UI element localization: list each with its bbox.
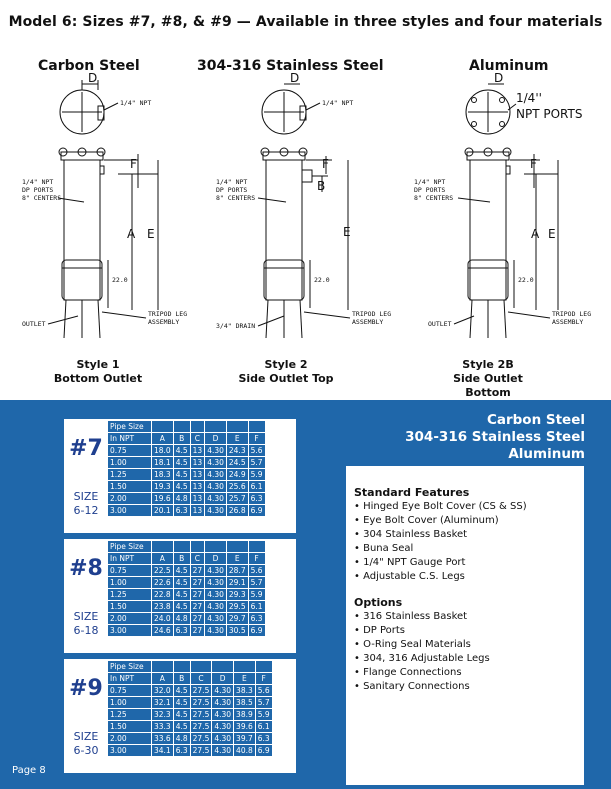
- table-row: [108, 457, 266, 469]
- pipe-size-cell: 1.25: [108, 589, 152, 601]
- dim-cell: 4.5: [173, 577, 190, 589]
- dim-cell: 29.1: [226, 577, 248, 589]
- dim-cell: 38.3: [234, 685, 256, 697]
- drain-label: 3/4" DRAIN: [216, 322, 256, 330]
- dim-cell: 6.1: [255, 721, 272, 733]
- style-1-line2: Bottom Outlet: [53, 372, 143, 385]
- table-row: [108, 721, 273, 733]
- dim-cell: 4.5: [173, 685, 190, 697]
- dim-cell: 34.1: [152, 745, 174, 757]
- header-blank: [190, 541, 205, 553]
- header-row: [108, 421, 266, 433]
- dim-cell: 5.6: [255, 685, 272, 697]
- header-col-c: C: [190, 673, 212, 685]
- header-col-c: C: [190, 433, 205, 445]
- dim-cell: 24.0: [152, 613, 174, 625]
- dim-cell: 4.8: [173, 493, 190, 505]
- header-col-f: F: [255, 673, 272, 685]
- dim-cell: 18.1: [152, 457, 174, 469]
- dim-cell: 4.5: [173, 481, 190, 493]
- material-right-stainless: 304-316 Stainless Steel: [405, 429, 585, 445]
- pipe-size-cell: 3.00: [108, 625, 152, 637]
- dim-cell: 5.7: [248, 577, 265, 589]
- header-blank: [255, 661, 272, 673]
- pipe-size-cell: 1.50: [108, 721, 152, 733]
- dim-d: D: [88, 71, 98, 85]
- material-aluminum: Aluminum: [469, 58, 549, 74]
- options-heading: Options: [354, 596, 403, 609]
- table-row: [108, 577, 266, 589]
- style-2b-caption: [428, 358, 548, 400]
- dimension-table: [107, 420, 266, 517]
- header-blank: [190, 421, 205, 433]
- dim-cell: 4.8: [173, 733, 190, 745]
- dim-cell: 26.8: [226, 505, 248, 517]
- page-number: Page 8: [12, 765, 46, 776]
- table-row: [108, 697, 273, 709]
- features-box: [346, 466, 584, 785]
- dim-cell: 30.5: [226, 625, 248, 637]
- style-2-line2: Side Outlet Top: [238, 372, 334, 385]
- dim-cell: 4.30: [205, 505, 227, 517]
- pipe-size-cell: 2.00: [108, 493, 152, 505]
- dim-cell: 4.5: [173, 457, 190, 469]
- dp-label-3-3: 8" CENTERS: [414, 194, 454, 202]
- standard-features-heading: Standard Features: [354, 486, 470, 499]
- dim-cell: 4.30: [205, 613, 227, 625]
- dim-cell: 4.30: [205, 625, 227, 637]
- dim-cell: 27: [190, 565, 205, 577]
- header-col-e: E: [226, 553, 248, 565]
- size-range: [65, 490, 107, 518]
- npt-ports-a: 1/4'': [516, 91, 542, 105]
- header-row: [108, 433, 266, 445]
- standard-feature: • 304 Stainless Basket: [354, 529, 468, 540]
- style-2b-line1: Style 2B: [462, 358, 514, 371]
- dim-cell: 19.3: [152, 481, 174, 493]
- material-right-carbon: Carbon Steel: [486, 412, 585, 428]
- outlet-label-3: OUTLET: [428, 320, 452, 328]
- dp-label-2: DP PORTS: [22, 186, 54, 194]
- dim-cell: 39.6: [234, 721, 256, 733]
- dim-cell: 6.3: [173, 625, 190, 637]
- dim-cell: 6.3: [255, 733, 272, 745]
- dim-cell: 5.9: [255, 709, 272, 721]
- npt-label-2: 1/4" NPT: [322, 99, 354, 107]
- option-item: • 316 Stainless Basket: [354, 611, 468, 622]
- dim-cell: 4.30: [205, 601, 227, 613]
- dim-cell: 33.6: [152, 733, 174, 745]
- size-label: SIZE: [73, 730, 99, 743]
- dim-cell: 13: [190, 505, 205, 517]
- header-in-npt: In NPT: [108, 553, 152, 565]
- materials-right: [405, 412, 585, 463]
- header-blank: [248, 541, 265, 553]
- dim-cell: 24.3: [226, 445, 248, 457]
- dim-cell: 27: [190, 601, 205, 613]
- table-row: [108, 685, 273, 697]
- outlet-label: OUTLET: [22, 320, 46, 328]
- dim-cell: 4.5: [173, 589, 190, 601]
- header-blank: [152, 421, 174, 433]
- dim-cell: 18.3: [152, 469, 174, 481]
- dim-cell: 39.7: [234, 733, 256, 745]
- material-carbon-steel: Carbon Steel: [38, 58, 140, 74]
- tripod-label-2-1: TRIPOD LEG: [352, 310, 392, 318]
- header-col-e: E: [226, 433, 248, 445]
- size-range: [65, 730, 107, 758]
- dim-cell: 27: [190, 613, 205, 625]
- dim-cell: 4.5: [173, 445, 190, 457]
- dim-cell: 6.3: [173, 505, 190, 517]
- header-in-npt: In NPT: [108, 433, 152, 445]
- header-blank: [226, 421, 248, 433]
- header-pipe-size: Pipe Size: [108, 541, 152, 553]
- header-col-d: D: [205, 433, 227, 445]
- header-blank: [173, 661, 190, 673]
- table-row: [108, 565, 266, 577]
- dim-cell: 23.8: [152, 601, 174, 613]
- style-1-line1: Style 1: [76, 358, 120, 371]
- dim-cell: 4.5: [173, 565, 190, 577]
- table-row: [108, 505, 266, 517]
- header-blank: [190, 661, 212, 673]
- dim-cell: 4.30: [212, 685, 234, 697]
- dim-cell: 40.8: [234, 745, 256, 757]
- size-label: SIZE: [73, 490, 99, 503]
- style-1-drawing: [18, 70, 208, 340]
- header-col-a: A: [152, 553, 174, 565]
- pipe-size-cell: 1.00: [108, 577, 152, 589]
- dim-cell: 13: [190, 469, 205, 481]
- dim-cell: 22.5: [152, 565, 174, 577]
- style-2b-line3: Bottom: [465, 386, 511, 399]
- dp-label-3-2: DP PORTS: [414, 186, 446, 194]
- table-row: [108, 745, 273, 757]
- dim-cell: 4.30: [212, 745, 234, 757]
- dim-cell: 32.0: [152, 685, 174, 697]
- pipe-size-cell: 2.00: [108, 613, 152, 625]
- tripod-label-2-2: ASSEMBLY: [352, 318, 384, 326]
- dim-a: A: [127, 227, 136, 241]
- dim-cell: 27.5: [190, 721, 212, 733]
- size-table-8: [64, 539, 296, 653]
- dim-cell: 6.1: [248, 481, 265, 493]
- dim-cell: 38.9: [234, 709, 256, 721]
- dim-cell: 29.3: [226, 589, 248, 601]
- table-row: [108, 709, 273, 721]
- dim-cell: 4.30: [205, 445, 227, 457]
- style-1-caption: [38, 358, 158, 386]
- dim-cell: 27: [190, 625, 205, 637]
- dim-f-2: F: [322, 157, 329, 171]
- table-row: [108, 493, 266, 505]
- dim-cell: 27.5: [190, 685, 212, 697]
- dim-cell: 18.0: [152, 445, 174, 457]
- dim-cell: 4.30: [212, 721, 234, 733]
- header-blank: [212, 661, 234, 673]
- pipe-size-cell: 2.00: [108, 733, 152, 745]
- dim-cell: 4.30: [205, 565, 227, 577]
- pipe-size-cell: 1.25: [108, 469, 152, 481]
- tripod-label-3-1: TRIPOD LEG: [552, 310, 592, 318]
- dim-cell: 13: [190, 457, 205, 469]
- npt-ports-b: NPT PORTS: [516, 107, 583, 121]
- dim-cell: 6.9: [248, 625, 265, 637]
- dim-cell: 4.30: [212, 697, 234, 709]
- dim-cell: 13: [190, 481, 205, 493]
- header-blank: [234, 661, 256, 673]
- material-stainless: 304-316 Stainless Steel: [197, 58, 384, 74]
- dim-cell: 4.30: [205, 457, 227, 469]
- header-col-d: D: [212, 673, 234, 685]
- dim-cell: 25.7: [226, 493, 248, 505]
- dim-cell: 32.1: [152, 697, 174, 709]
- tripod-label-3-2: ASSEMBLY: [552, 318, 584, 326]
- tripod-label-1: TRIPOD LEG: [148, 310, 188, 318]
- dim-cell: 4.30: [212, 709, 234, 721]
- dim-22-2: 22.0: [314, 276, 330, 284]
- dp-label-2-2: DP PORTS: [216, 186, 248, 194]
- dim-cell: 25.6: [226, 481, 248, 493]
- dp-label-1: 1/4" NPT: [22, 178, 54, 186]
- header-col-b: B: [173, 433, 190, 445]
- dim-cell: 24.6: [152, 625, 174, 637]
- page-title: Model 6: Sizes #7, #8, & #9 — Available in three styles and four materials: [8, 14, 603, 30]
- size-number: #9: [69, 676, 103, 701]
- dim-cell: 6.1: [248, 601, 265, 613]
- pipe-size-cell: 1.50: [108, 481, 152, 493]
- header-pipe-size: Pipe Size: [108, 421, 152, 433]
- dim-cell: 4.30: [205, 481, 227, 493]
- header-blank: [152, 661, 174, 673]
- table-row: [108, 445, 266, 457]
- style-2-drawing: [212, 70, 412, 340]
- dim-cell: 4.5: [173, 709, 190, 721]
- header-col-b: B: [173, 553, 190, 565]
- dim-cell: 24.5: [226, 457, 248, 469]
- dim-e: E: [147, 227, 155, 241]
- option-item: • Sanitary Connections: [354, 681, 470, 692]
- header-blank: [248, 421, 265, 433]
- dim-cell: 13: [190, 493, 205, 505]
- dp-label-3: 8" CENTERS: [22, 194, 62, 202]
- style-2-line1: Style 2: [264, 358, 308, 371]
- dimension-table: [107, 660, 273, 757]
- dim-cell: 6.3: [173, 745, 190, 757]
- material-right-aluminum: Aluminum: [508, 446, 585, 462]
- dim-cell: 5.9: [248, 589, 265, 601]
- table-row: [108, 481, 266, 493]
- standard-feature: • Adjustable C.S. Legs: [354, 571, 465, 582]
- header-col-f: F: [248, 433, 265, 445]
- size-range-value: 6-18: [73, 624, 99, 637]
- header-row: [108, 661, 273, 673]
- tripod-label-2: ASSEMBLY: [148, 318, 180, 326]
- standard-feature: • 1/4" NPT Gauge Port: [354, 557, 466, 568]
- header-row: [108, 673, 273, 685]
- pipe-size-cell: 3.00: [108, 745, 152, 757]
- dim-f: F: [130, 157, 137, 171]
- header-col-a: A: [152, 433, 174, 445]
- dim-e-3: E: [548, 227, 556, 241]
- header-col-b: B: [173, 673, 190, 685]
- dim-cell: 5.6: [248, 445, 265, 457]
- dim-22: 22.0: [112, 276, 128, 284]
- header-blank: [173, 541, 190, 553]
- dim-cell: 4.8: [173, 613, 190, 625]
- dp-label-2-1: 1/4" NPT: [216, 178, 248, 186]
- dim-cell: 5.6: [248, 565, 265, 577]
- standard-feature: • Eye Bolt Cover (Aluminum): [354, 515, 499, 526]
- table-row: [108, 625, 266, 637]
- header-col-d: D: [205, 553, 227, 565]
- pipe-size-cell: 1.00: [108, 697, 152, 709]
- dim-cell: 27: [190, 577, 205, 589]
- dim-cell: 4.30: [212, 733, 234, 745]
- table-row: [108, 469, 266, 481]
- dim-cell: 6.9: [248, 505, 265, 517]
- dim-a-3: A: [531, 227, 540, 241]
- header-row: [108, 553, 266, 565]
- dim-cell: 28.7: [226, 565, 248, 577]
- dim-b-2: B: [317, 179, 326, 193]
- pipe-size-cell: 0.75: [108, 565, 152, 577]
- dim-cell: 22.6: [152, 577, 174, 589]
- header-blank: [173, 421, 190, 433]
- dim-cell: 5.7: [248, 457, 265, 469]
- table-row: [108, 733, 273, 745]
- dim-cell: 24.9: [226, 469, 248, 481]
- size-range: [65, 610, 107, 638]
- npt-label: 1/4" NPT: [120, 99, 152, 107]
- size-label: SIZE: [73, 610, 99, 623]
- header-col-f: F: [248, 553, 265, 565]
- dim-cell: 5.9: [248, 469, 265, 481]
- pipe-size-cell: 0.75: [108, 445, 152, 457]
- dp-label-3-1: 1/4" NPT: [414, 178, 446, 186]
- dim-f-3: F: [530, 157, 537, 171]
- dim-d-2: D: [290, 71, 300, 85]
- size-number: #7: [69, 436, 103, 461]
- header-col-c: C: [190, 553, 205, 565]
- size-range-value: 6-12: [73, 504, 99, 517]
- dim-cell: 27.5: [190, 697, 212, 709]
- header-blank: [205, 421, 227, 433]
- option-item: • O-Ring Seal Materials: [354, 639, 471, 650]
- header-blank: [152, 541, 174, 553]
- option-item: • 304, 316 Adjustable Legs: [354, 653, 490, 664]
- dim-cell: 27.5: [190, 709, 212, 721]
- dim-cell: 4.5: [173, 469, 190, 481]
- header-row: [108, 541, 266, 553]
- dim-cell: 13: [190, 445, 205, 457]
- style-2b-line2: Side Outlet: [453, 372, 523, 385]
- size-table-9: [64, 659, 296, 773]
- dim-cell: 6.3: [248, 493, 265, 505]
- dim-cell: 4.30: [205, 589, 227, 601]
- pipe-size-cell: 1.00: [108, 457, 152, 469]
- dim-22-3: 22.0: [518, 276, 534, 284]
- header-col-e: E: [234, 673, 256, 685]
- option-item: • Flange Connections: [354, 667, 462, 678]
- pipe-size-cell: 0.75: [108, 685, 152, 697]
- header-blank: [226, 541, 248, 553]
- dp-label-2-3: 8" CENTERS: [216, 194, 256, 202]
- pipe-size-cell: 1.50: [108, 601, 152, 613]
- dim-cell: 6.3: [248, 613, 265, 625]
- size-range-value: 6-30: [73, 744, 99, 757]
- header-blank: [205, 541, 227, 553]
- dim-cell: 4.30: [205, 577, 227, 589]
- style-2b-drawing: [414, 70, 609, 340]
- dim-cell: 4.5: [173, 601, 190, 613]
- dim-cell: 6.9: [255, 745, 272, 757]
- table-row: [108, 601, 266, 613]
- dimension-table: [107, 540, 266, 637]
- header-pipe-size: Pipe Size: [108, 661, 152, 673]
- dim-cell: 29.7: [226, 613, 248, 625]
- dim-cell: 4.5: [173, 721, 190, 733]
- dim-cell: 27.5: [190, 745, 212, 757]
- dim-cell: 38.5: [234, 697, 256, 709]
- header-col-a: A: [152, 673, 174, 685]
- dim-cell: 29.5: [226, 601, 248, 613]
- dim-cell: 27: [190, 589, 205, 601]
- dim-cell: 4.30: [205, 493, 227, 505]
- standard-feature: • Hinged Eye Bolt Cover (CS & SS): [354, 501, 527, 512]
- dim-cell: 22.8: [152, 589, 174, 601]
- pipe-size-cell: 3.00: [108, 505, 152, 517]
- standard-feature: • Buna Seal: [354, 543, 414, 554]
- dim-e-2: E: [343, 225, 351, 239]
- dim-cell: 5.7: [255, 697, 272, 709]
- dim-cell: 4.30: [205, 469, 227, 481]
- dim-cell: 33.3: [152, 721, 174, 733]
- table-row: [108, 589, 266, 601]
- dim-cell: 32.3: [152, 709, 174, 721]
- dim-cell: 20.1: [152, 505, 174, 517]
- pipe-size-cell: 1.25: [108, 709, 152, 721]
- dim-d-3: D: [494, 71, 504, 85]
- dim-cell: 4.5: [173, 697, 190, 709]
- option-item: • DP Ports: [354, 625, 406, 636]
- dim-cell: 19.6: [152, 493, 174, 505]
- size-table-7: [64, 419, 296, 533]
- size-number: #8: [69, 556, 103, 581]
- dim-cell: 27.5: [190, 733, 212, 745]
- table-row: [108, 613, 266, 625]
- style-2-caption: [226, 358, 346, 386]
- header-in-npt: In NPT: [108, 673, 152, 685]
